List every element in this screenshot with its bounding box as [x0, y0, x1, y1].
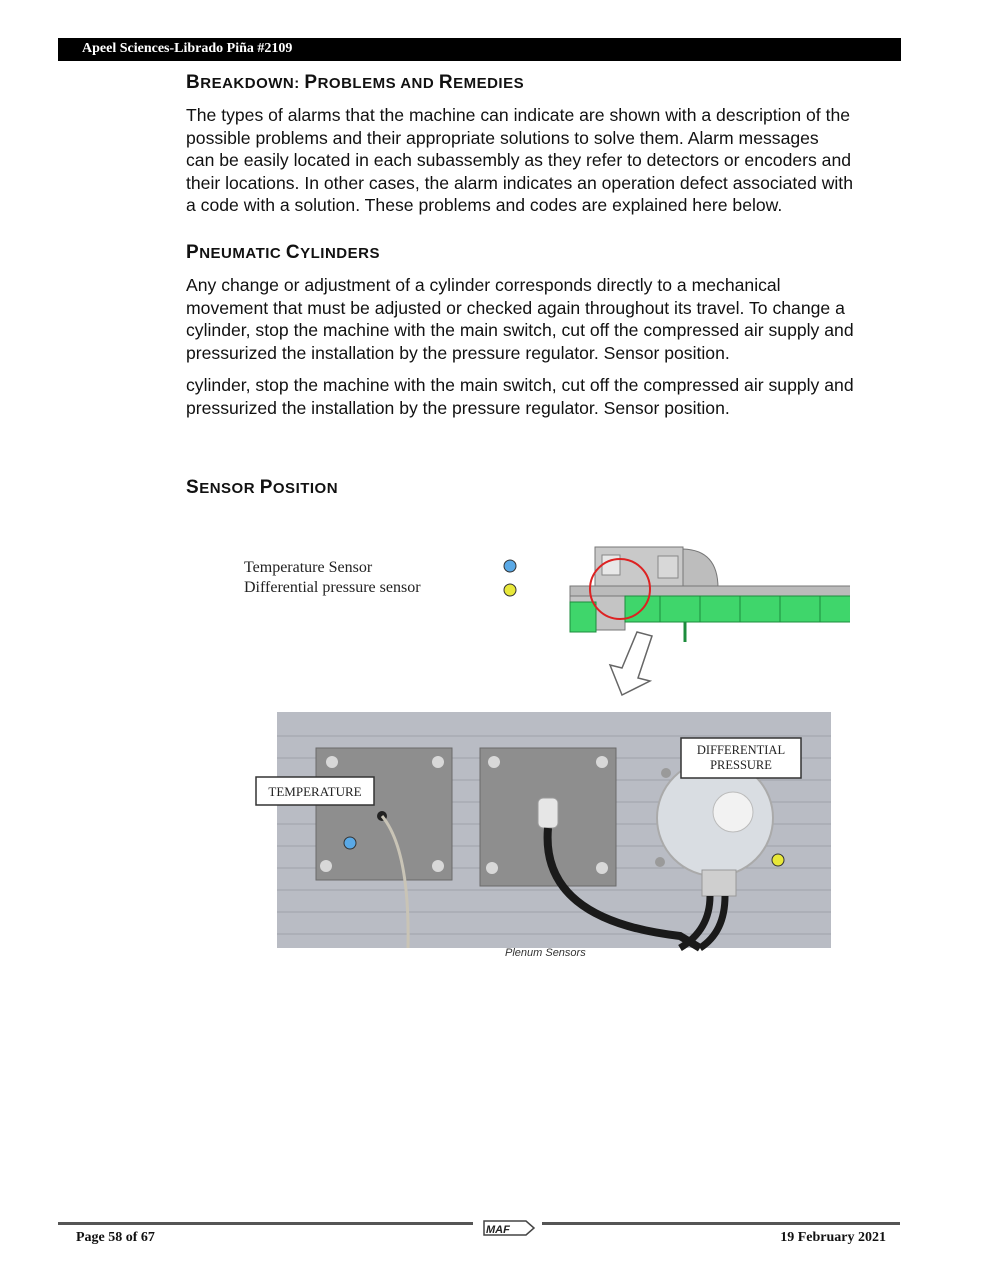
legend-differential: Differential pressure sensor — [244, 579, 421, 596]
label-differential-line2: PRESSURE — [710, 758, 772, 772]
footer-rule-left — [58, 1222, 473, 1225]
text-line: Any change or adjustment of a cylinder corresponds directly to a mechanical — [186, 275, 781, 295]
heading-breakdown: BREAKDOWN: PROBLEMS AND REMEDIES — [186, 72, 525, 93]
legend-temperature-dot — [504, 560, 516, 572]
machine-illustration — [570, 547, 850, 695]
label-temperature: TEMPERATURE — [268, 784, 362, 799]
footer-date: 19 February 2021 — [780, 1230, 886, 1245]
svg-text:MAF: MAF — [486, 1224, 510, 1236]
header-bar — [58, 38, 901, 61]
heading-sensor-position: SENSOR POSITION — [186, 477, 339, 498]
text-line: can be easily located in each subassembly as they refer to detectors or encoders and — [186, 150, 852, 170]
text-line: pressurized the installation by the pressure regulator. Sensor position. — [186, 342, 730, 363]
text-line: cylinder, stop the machine with the main switch, cut off the compressed air supply and — [186, 375, 854, 395]
text-line: cylinder, stop the machine with the main switch, cut off the compressed air supply and — [186, 320, 854, 340]
legend-differential-dot — [504, 584, 516, 596]
legend-temperature: Temperature Sensor — [244, 559, 373, 576]
header-title: Apeel Sciences-Librado Piña #2109 — [82, 41, 293, 56]
paragraph-pneumatic-1 — [186, 274, 902, 364]
paragraph-pneumatic-2 — [186, 374, 902, 419]
text-line: pressurized the installation by the pressure regulator. Sensor position. — [186, 397, 730, 418]
text-line: their locations. In other cases, the alarm indicates an operation defect associated with — [186, 172, 853, 193]
sensor-position-figure — [240, 540, 850, 970]
paragraph-breakdown — [186, 104, 902, 217]
text-line: a code with a solution. These problems and codes are explained here below. — [186, 195, 783, 215]
text-line: The types of alarms that the machine can indicate are shown with a description of the — [186, 105, 851, 125]
label-differential-line1: DIFFERENTIAL — [696, 743, 786, 757]
text-line: possible problems and their appropriate solutions to solve them. Alarm messages — [186, 127, 819, 148]
maf-logo-icon — [478, 1213, 538, 1243]
figure-caption: Plenum Sensors — [505, 947, 586, 959]
page-number: Page 58 of 67 — [76, 1230, 155, 1245]
text-line: movement that must be adjusted or checked again throughout its travel. To change a — [186, 297, 845, 318]
footer-rule-right — [542, 1222, 900, 1225]
heading-pneumatic-cylinders: PNEUMATIC CYLINDERS — [186, 242, 380, 263]
